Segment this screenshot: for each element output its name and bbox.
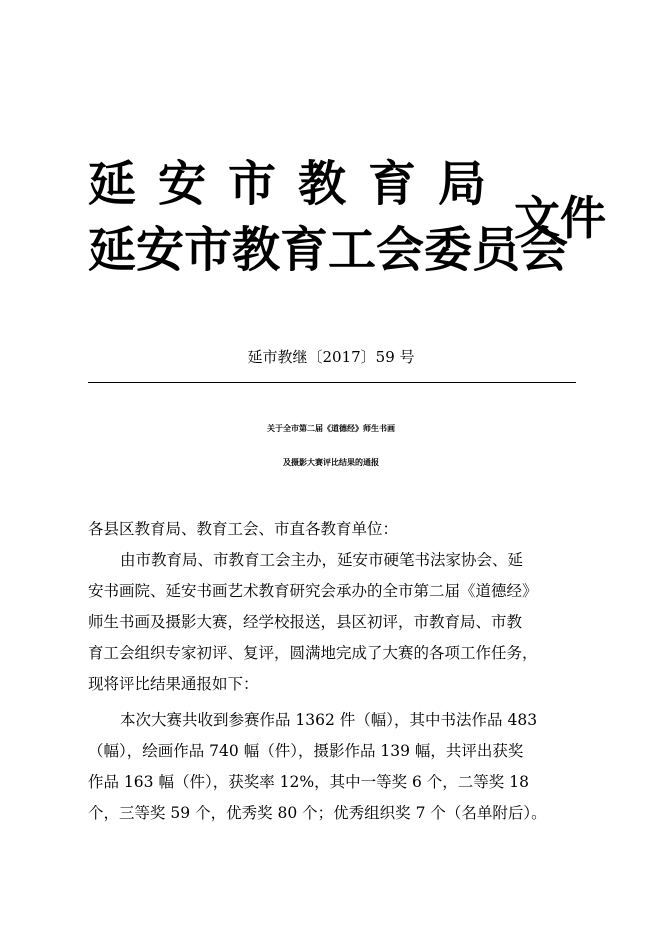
paragraph-line: 安书画院、延安书画艺术教育研究会承办的全市第二届《道德经》: [88, 582, 538, 600]
paragraph-line: 由市教育局、市教育工会主办，延安市硬笔书法家协会、延: [120, 551, 524, 569]
paragraph-line: 现将评比结果通报如下：: [88, 675, 259, 693]
paragraph-results: [88, 705, 588, 829]
paragraph-line: 个，三等奖 59 个，优秀奖 80 个；优秀组织奖 7 个（名单附后）。: [88, 804, 547, 822]
issuer-line-education-union: 延安市教育工会委员会: [88, 222, 569, 278]
document-suffix: 文件: [514, 191, 606, 245]
paragraph-line: 育工会组织专家初评、复评，圆满地完成了大赛的各项工作任务，: [88, 644, 538, 662]
paragraph-line: 作品 163 幅（件），获奖率 12%，其中一等奖 6 个，二等奖 18: [88, 773, 529, 791]
header-divider: [88, 382, 576, 383]
document-number: 延市教继〔2017〕59 号: [247, 348, 415, 366]
paragraph-line: 师生书画及摄影大赛，经学校报送，县区初评，市教育局、市教: [88, 613, 523, 631]
notice-title-line1: 关于全市第二届《道德经》师生书画: [267, 424, 395, 433]
paragraph-line: 本次大赛共收到参赛作品 1362 件（幅），其中书法作品 483: [120, 711, 538, 729]
paragraph-line: （幅），绘画作品 740 幅（件），摄影作品 139 幅，共评出获奖: [88, 742, 524, 760]
issuer-line-education-bureau: 延安市教育局: [88, 156, 509, 212]
paragraph-intro: [88, 545, 588, 700]
notice-title-line2: 及摄影大赛评比结果的通报: [283, 458, 379, 467]
addressee: 各县区教育局、教育工会、市直各教育单位：: [88, 520, 399, 538]
